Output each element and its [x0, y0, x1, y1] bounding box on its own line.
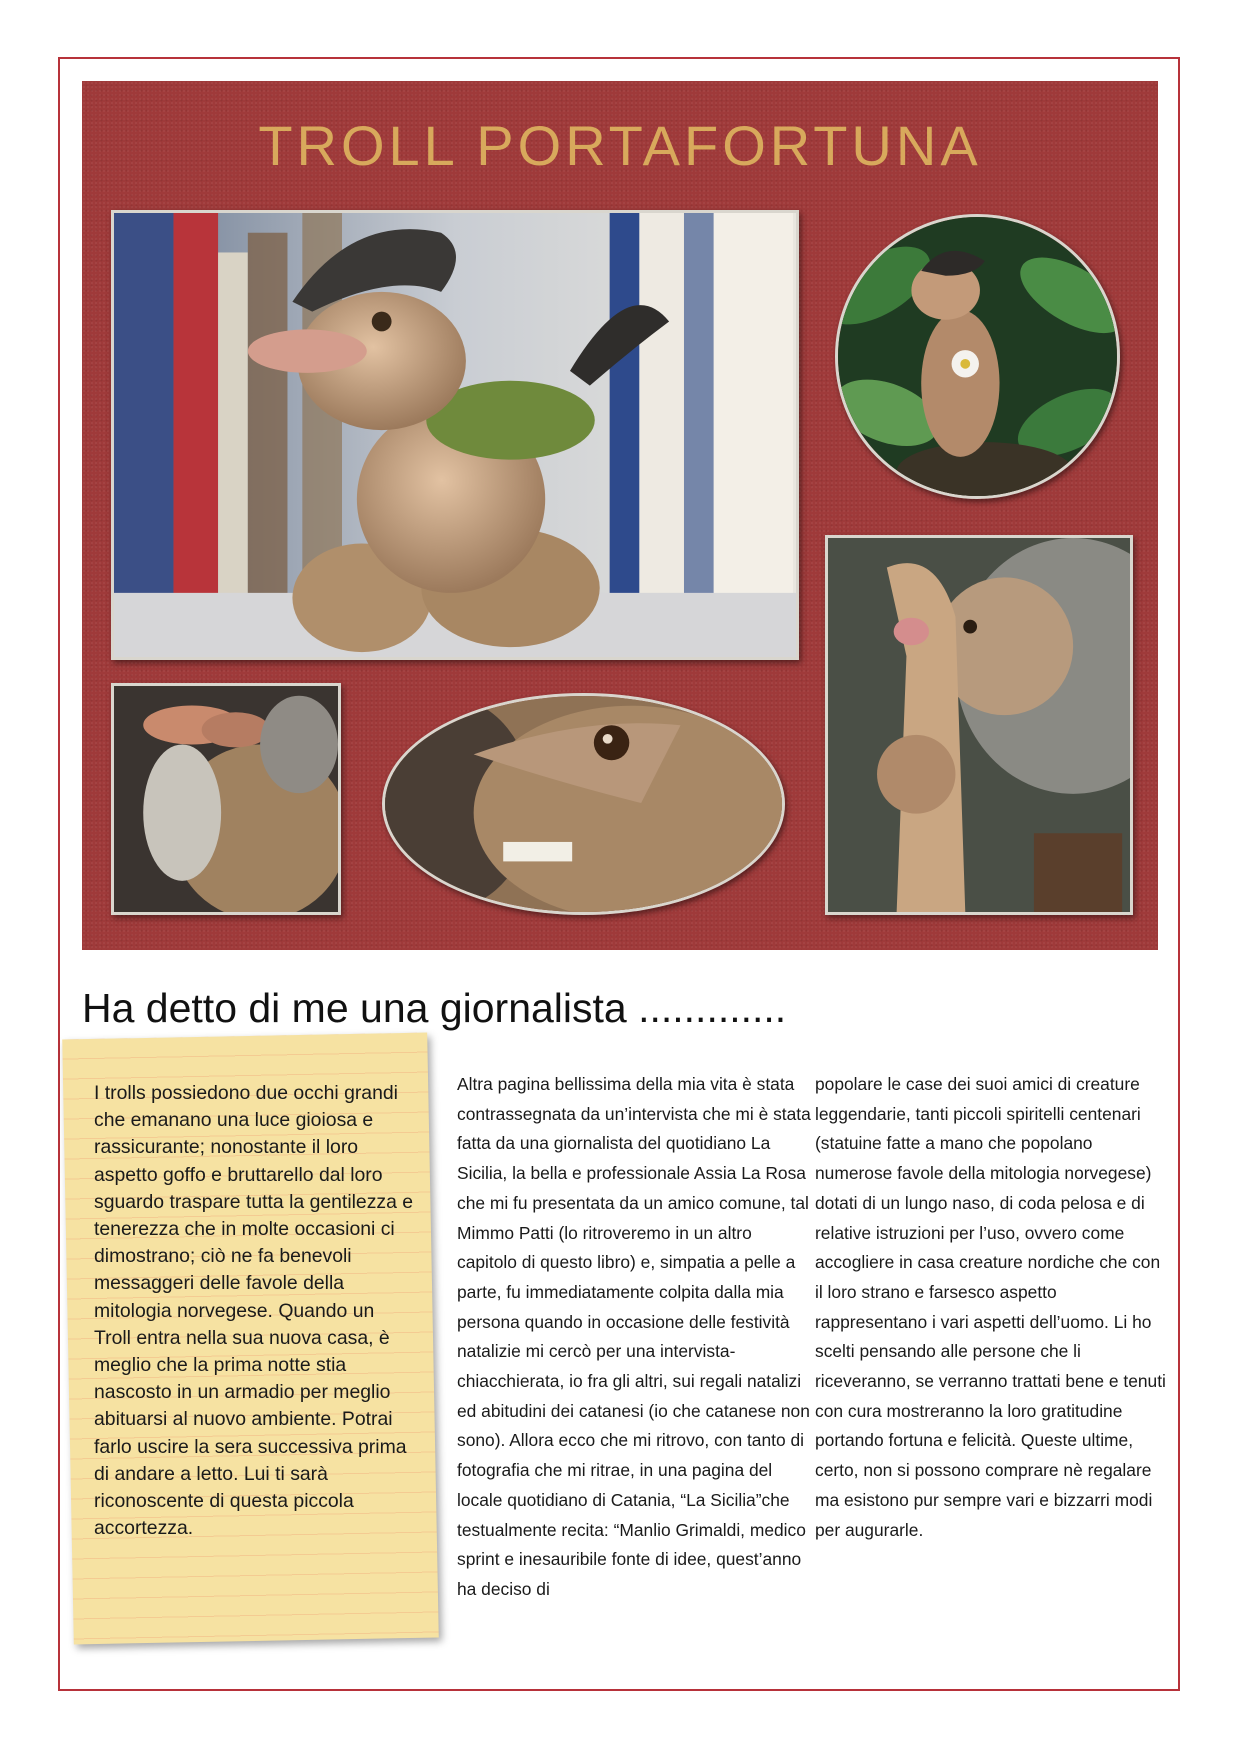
sticky-note-text: I trolls possiedono due occhi grandi che emanano una luce gioiosa e rassicurante; nonostante il loro aspetto goffo e bruttarello dal loro sguardo traspare tutta la gentilezza e tenerezza che in molte occasioni ci dimostrano; ciò ne fa benevoli messaggeri delle favole della mitologia norvegese. Quando un Troll entra nella sua nuova casa, è meglio che la prima notte stia nascosto in un armadio per meglio abituarsi al nuovo ambiente. Potrai farlo uscire la sera successiva prima di andare a letto. Lui ti sarà riconoscente di questa piccola accortezza. — [94, 1082, 414, 1540]
troll-face-closeup-photo — [382, 693, 785, 915]
troll-with-daisy-photo — [835, 214, 1120, 499]
article-heading: Ha detto di me una giornalista ............. — [82, 985, 787, 1031]
page-title: TROLL PORTAFORTUNA — [258, 114, 982, 177]
bearded-troll-closeup-photo — [111, 683, 341, 915]
troll-holding-branch-photo — [825, 535, 1133, 915]
troll-on-bookshelf-photo — [111, 210, 799, 660]
photo-collage-banner — [82, 81, 1158, 950]
article-column-1: Altra pagina bellissima della mia vita è stata contrassegnata da un’intervista che mi è stata fatta da una giornalista del quotidiano La Sicilia, la bella e professionale Assia La Rosa che mi fu presentata da un amico comune, tal Mimmo Patti (lo ritroveremo in un altro capitolo di questo libro) e, simpatia a pelle a parte, fu immediatamente colpita dalla mia persona quando in occasione delle festività natalizie mi cercò per una intervista-chiacchierata, io fra gli altri, sui regali natalizi ed abitudini dei catanesi (io che catanese non sono). Allora ecco che mi ritrovo, con tanto di fotografia che mi ritrae, in una pagina del locale quotidiano di Catania, “La Sicilia”che testualmente recita: “Manlio Grimaldi, medico sprint e inesauribile fonte di idee, quest’anno ha deciso di — [457, 1074, 811, 1599]
article-column-2: popolare le case dei suoi amici di creature leggendarie, tanti piccoli spiritelli centenari (statuine fatte a mano che popolano numerose favole della mitologia norvegese) dotati di un lungo naso, di coda pelosa e di relative istruzioni per l’uso, ovvero come accogliere in casa creature nordiche che con il loro strano e farsesco aspetto rappresentano i vari aspetti dell’uomo. Li ho scelti pensando alle persone che li riceveranno, se verranno trattati bene e tenuti con cura mostreranno la loro gratitudine portando fortuna e felicità. Queste ultime, certo, non si possono comprare nè regalare ma esistono pur sempre vari e bizzarri modi per augurarle. — [815, 1074, 1166, 1540]
